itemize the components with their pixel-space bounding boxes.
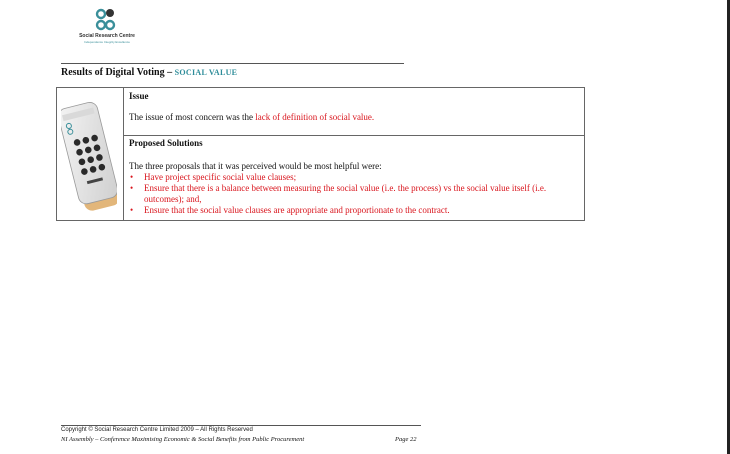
table-column-divider	[123, 88, 124, 220]
logo-name: Social Research Centre	[79, 33, 135, 39]
table-row-divider	[123, 135, 584, 136]
section-heading	[61, 67, 237, 78]
footer-title: NI Assembly – Conference Maximising Economic & Social Benefits from Public Procurement	[61, 436, 305, 443]
footer-rule	[61, 425, 421, 426]
page-number: Page 22	[395, 436, 417, 443]
issue-text-lead: The issue of most concern was the	[129, 112, 256, 122]
voting-keypad-image	[61, 98, 117, 216]
solutions-intro: The three proposals that it was perceived would be most helpful were:	[129, 161, 382, 171]
solution-item: • Have project specific social value clauses;	[129, 172, 581, 183]
solution-item: • Ensure that the social value clauses are appropriate and proportionate to the contract.	[129, 205, 581, 216]
copyright: Copyright © Social Research Centre Limited 2009 – All Rights Reserved	[61, 427, 253, 433]
logo	[77, 8, 137, 48]
logo-mark-icon	[93, 8, 117, 32]
issue-highlight: lack of definition of social value.	[255, 112, 375, 122]
solutions-list	[129, 172, 581, 216]
issue-title: Issue	[129, 91, 149, 101]
header-rule	[61, 63, 404, 64]
results-table	[56, 87, 585, 221]
heading-topic: SOCIAL VALUE	[174, 68, 238, 77]
solution-item: • Ensure that there is a balance between measuring the social value (i.e. the process) vs the social value itself (i.e. outcomes); and,	[129, 183, 581, 205]
heading-prefix: Results of Digital Voting –	[61, 67, 173, 78]
issue-text	[129, 112, 374, 123]
logo-tagline: Independence Integrity Excellence	[84, 40, 130, 44]
solutions-title: Proposed Solutions	[129, 138, 203, 148]
